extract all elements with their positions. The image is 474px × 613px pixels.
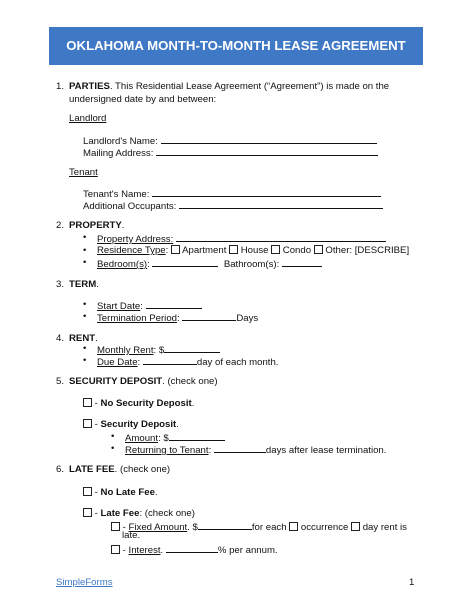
property-address-label: Property Address:: [97, 234, 174, 245]
interest-dash: -: [120, 545, 129, 556]
occurrence-label: occurrence: [300, 522, 349, 533]
tenant-name-field[interactable]: [152, 187, 381, 197]
section-5-number: 5.: [56, 376, 65, 387]
page-number: 1: [409, 577, 415, 588]
house-checkbox[interactable]: [229, 245, 238, 254]
deposit-amount-colon: : $: [158, 433, 169, 444]
no-deposit-dash: -: [92, 398, 101, 409]
section-1-line-2: undersigned date by and between:: [69, 94, 217, 105]
interest-dot: .: [160, 545, 166, 556]
condo-label: Condo: [282, 245, 312, 256]
no-late-fee-dash: -: [92, 487, 101, 498]
condo-checkbox[interactable]: [271, 245, 280, 254]
fixed-amount-dollar: . $: [187, 522, 198, 533]
due-date-suffix: day of each month.: [196, 357, 279, 368]
interest-field[interactable]: [166, 543, 218, 553]
other-checkbox[interactable]: [314, 245, 323, 254]
document-title-banner: [49, 27, 423, 65]
section-2-number: 2.: [56, 220, 65, 231]
for-each-label: for each: [251, 522, 287, 533]
bathrooms-label: Bathroom(s):: [223, 259, 280, 270]
section-5-heading: SECURITY DEPOSIT: [69, 376, 163, 387]
deposit-amount-label: Amount: [125, 433, 159, 444]
fixed-amount-checkbox[interactable]: [111, 522, 120, 531]
no-late-fee-dot: .: [154, 487, 158, 498]
occupants-field[interactable]: [179, 199, 383, 209]
returning-colon: :: [208, 445, 212, 456]
mailing-address-row: [83, 146, 378, 159]
section-6-number: 6.: [56, 464, 65, 475]
day-rent-label: day rent is: [362, 522, 407, 533]
landlord-label: Landlord: [69, 113, 107, 124]
other-label: Other: [DESCRIBE]: [325, 245, 410, 256]
section-2-heading-row: [69, 220, 124, 231]
day-rent-checkbox[interactable]: [351, 522, 360, 531]
start-date-field[interactable]: [146, 299, 202, 309]
section-3-number: 3.: [56, 279, 65, 290]
monthly-rent-label: Monthly Rent: [97, 345, 154, 356]
no-deposit-row: [83, 398, 194, 409]
start-date-label: Start Date: [97, 301, 141, 312]
monthly-rent-colon: : $: [153, 345, 165, 356]
section-2-dot: .: [121, 220, 125, 231]
late-fee-dash: -: [92, 508, 101, 519]
returning-suffix: days after lease termination.: [265, 445, 387, 456]
returning-row: [125, 443, 386, 456]
deposit-amount-field[interactable]: [169, 431, 225, 441]
bathrooms-field[interactable]: [282, 257, 322, 267]
returning-field[interactable]: [214, 443, 266, 453]
section-3-heading-row: [69, 279, 99, 290]
deposit-checkbox[interactable]: [83, 419, 92, 428]
mailing-address-field[interactable]: [156, 146, 378, 156]
termination-period-label: Termination Period: [97, 313, 177, 324]
landlord-name-field[interactable]: [161, 134, 377, 144]
residence-type-label: Residence Type: [97, 245, 166, 256]
bedrooms-field[interactable]: [152, 257, 218, 267]
occurrence-checkbox[interactable]: [289, 522, 298, 531]
tenant-name-label: Tenant's Name:: [83, 189, 150, 200]
section-1-line-1: [69, 81, 389, 92]
fixed-amount-label: Fixed Amount: [128, 522, 188, 533]
section-4-number: 4.: [56, 333, 65, 344]
late-fee-label: Late Fee: [100, 508, 140, 519]
returning-label: Returning to Tenant: [125, 445, 209, 456]
no-late-fee-row: [83, 487, 158, 498]
deposit-row: [83, 419, 179, 430]
deposit-dot: .: [176, 419, 179, 430]
no-deposit-label: No Security Deposit: [100, 398, 192, 409]
late-fee-checkbox[interactable]: [83, 508, 92, 517]
mailing-address-label: Mailing Address:: [83, 148, 154, 159]
section-4-dot: .: [95, 333, 98, 344]
apartment-checkbox[interactable]: [171, 245, 180, 254]
fixed-amount-late: late.: [122, 530, 141, 541]
interest-label: Interest: [128, 545, 161, 556]
due-date-colon: :: [137, 357, 141, 368]
deposit-dash: -: [92, 419, 101, 430]
no-deposit-checkbox[interactable]: [83, 398, 92, 407]
residence-type-colon: :: [165, 245, 169, 256]
property-address-field[interactable]: [176, 232, 386, 242]
section-3-dot: .: [96, 279, 99, 290]
due-date-row: [97, 355, 278, 368]
no-late-fee-label: No Late Fee: [100, 487, 155, 498]
house-label: House: [240, 245, 269, 256]
tenant-label: Tenant: [69, 167, 98, 178]
due-date-field[interactable]: [143, 355, 197, 365]
occupants-label: Additional Occupants:: [83, 201, 177, 212]
interest-suffix: % per annum.: [217, 545, 278, 556]
section-2-heading: PROPERTY: [69, 220, 122, 231]
residence-type-row: [97, 245, 409, 256]
no-deposit-dot: .: [191, 398, 195, 409]
late-fee-note: : (check one): [139, 508, 195, 519]
fixed-amount-dash: -: [120, 522, 129, 533]
interest-checkbox[interactable]: [111, 545, 120, 554]
document-title: OKLAHOMA MONTH-TO-MONTH LEASE AGREEMENT: [66, 38, 406, 53]
termination-period-row: [97, 311, 258, 324]
start-date-colon: :: [140, 301, 143, 312]
fixed-amount-field[interactable]: [198, 520, 252, 530]
deposit-label: Security Deposit: [100, 419, 177, 430]
section-5-note: . (check one): [162, 376, 218, 387]
section-1-text: . This Residential Lease Agreement (“Agreement”) is made on the: [109, 81, 390, 92]
monthly-rent-field[interactable]: [164, 343, 220, 353]
simpleforms-link[interactable]: SimpleForms: [56, 577, 113, 588]
occupants-row: [83, 199, 383, 212]
bedrooms-label: Bedroom(s): [97, 259, 148, 270]
section-5-heading-row: [69, 376, 218, 387]
no-late-fee-checkbox[interactable]: [83, 487, 92, 496]
fixed-amount-row: [111, 520, 407, 533]
termination-period-field[interactable]: [182, 311, 236, 321]
section-6-note: . (check one): [114, 464, 171, 475]
termination-period-colon: :: [177, 313, 180, 324]
section-3-heading: TERM: [69, 279, 97, 290]
section-1-heading: PARTIES: [69, 81, 110, 92]
section-6-heading: LATE FEE: [69, 464, 115, 475]
section-1-number: 1.: [56, 81, 65, 92]
due-date-label: Due Date: [97, 357, 138, 368]
apartment-label: Apartment: [182, 245, 227, 256]
termination-days-label: Days: [236, 313, 259, 324]
interest-row: [111, 543, 278, 556]
section-4-heading: RENT: [69, 333, 96, 344]
bedrooms-row: [97, 257, 322, 270]
section-6-heading-row: [69, 464, 170, 475]
property-address-row: [97, 232, 386, 245]
late-fee-row: [83, 508, 195, 519]
landlord-name-label: Landlord's Name:: [83, 136, 158, 147]
bedrooms-colon: :: [147, 259, 150, 270]
